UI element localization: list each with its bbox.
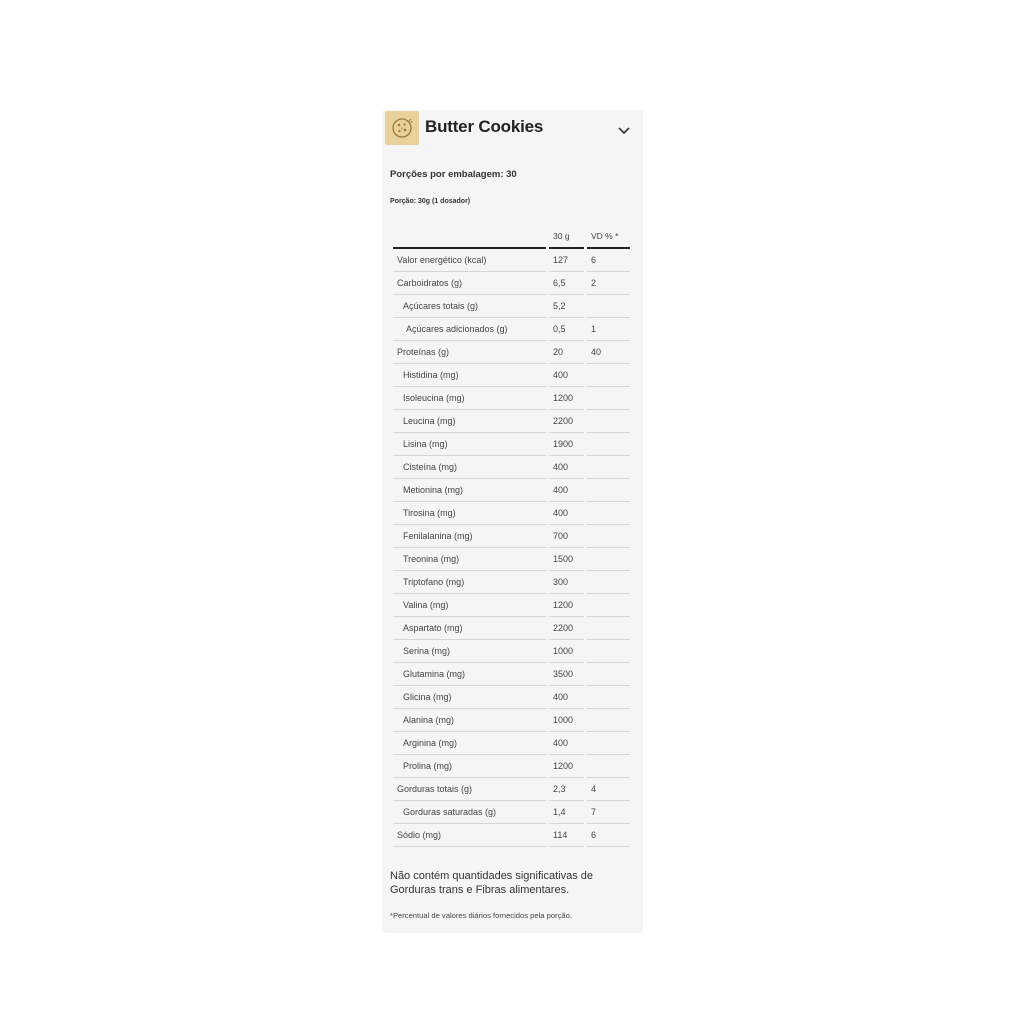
table-row [393,709,630,732]
nutrient-name: Leucina (mg) [393,410,546,433]
nutrient-daily-value [587,617,630,640]
nutrient-amount: 2,3 [549,778,584,801]
nutrient-daily-value [587,364,630,387]
nutrient-name: Serina (mg) [393,640,546,663]
nutrient-name: Glutamina (mg) [393,663,546,686]
nutrient-daily-value [587,410,630,433]
table-row [393,249,630,272]
nutrient-daily-value [587,571,630,594]
nutrient-name: Arginina (mg) [393,732,546,755]
nutrient-daily-value [587,433,630,456]
nutrient-name: Valor energético (kcal) [393,249,546,272]
nutrient-name: Carboidratos (g) [393,272,546,295]
table-row [393,663,630,686]
nutrient-name: Gorduras saturadas (g) [393,801,546,824]
nutrient-name: Metionina (mg) [393,479,546,502]
nutrient-daily-value [587,295,630,318]
nutrient-amount: 1200 [549,755,584,778]
table-header-row [393,224,630,249]
nutrient-daily-value [587,663,630,686]
table-row [393,295,630,318]
table-row [393,617,630,640]
nutrient-name: Açúcares totais (g) [393,295,546,318]
nutrient-daily-value [587,594,630,617]
nutrient-amount: 127 [549,249,584,272]
chevron-down-icon[interactable] [617,123,631,133]
nutrient-name: Glicina (mg) [393,686,546,709]
nutrient-amount: 5,2 [549,295,584,318]
table-row [393,594,630,617]
nutrient-amount: 114 [549,824,584,847]
table-row [393,548,630,571]
nutrition-panel [382,110,643,933]
table-row [393,732,630,755]
nutrient-amount: 1000 [549,640,584,663]
nutrient-daily-value [587,686,630,709]
nutrient-daily-value: 6 [587,249,630,272]
header-amount: 30 g [549,224,584,249]
nutrient-name: Isoleucina (mg) [393,387,546,410]
nutrition-table [390,224,633,847]
nutrient-daily-value: 7 [587,801,630,824]
nutrient-daily-value [587,732,630,755]
table-row [393,479,630,502]
nutrient-amount: 400 [549,686,584,709]
table-row [393,571,630,594]
table-row [393,318,630,341]
nutrient-amount: 400 [549,364,584,387]
nutrient-name: Proteínas (g) [393,341,546,364]
table-row [393,410,630,433]
header-daily-value: VD % * [587,224,630,249]
nutrient-name: Prolina (mg) [393,755,546,778]
nutrient-daily-value: 1 [587,318,630,341]
nutrient-amount: 700 [549,525,584,548]
table-row [393,433,630,456]
table-row [393,341,630,364]
nutrient-amount: 2200 [549,410,584,433]
nutrient-amount: 1900 [549,433,584,456]
nutrient-name: Valina (mg) [393,594,546,617]
nutrient-amount: 20 [549,341,584,364]
nutrient-name: Alanina (mg) [393,709,546,732]
accordion-header[interactable] [384,110,641,146]
nutrient-name: Fenilalanina (mg) [393,525,546,548]
nutrient-name: Gorduras totais (g) [393,778,546,801]
nutrient-name: Histidina (mg) [393,364,546,387]
nutrient-name: Açúcares adicionados (g) [393,318,546,341]
table-row [393,755,630,778]
nutrient-daily-value [587,479,630,502]
nutrient-amount: 1000 [549,709,584,732]
nutrient-daily-value [587,525,630,548]
table-row [393,824,630,847]
nutrient-name: Tirosina (mg) [393,502,546,525]
nutrient-daily-value [587,755,630,778]
nutrient-amount: 6,5 [549,272,584,295]
nutrient-amount: 400 [549,479,584,502]
cookie-icon [385,111,419,145]
nutrient-amount: 3500 [549,663,584,686]
table-row [393,686,630,709]
nutrient-daily-value [587,548,630,571]
table-row [393,525,630,548]
nutrient-amount: 300 [549,571,584,594]
table-row [393,387,630,410]
table-row [393,801,630,824]
table-row [393,364,630,387]
nutrient-amount: 1200 [549,594,584,617]
nutrient-daily-value: 40 [587,341,630,364]
nutrient-daily-value: 2 [587,272,630,295]
nutrient-name: Aspartato (mg) [393,617,546,640]
nutrient-daily-value: 6 [587,824,630,847]
nutrient-amount: 1500 [549,548,584,571]
disclaimer-note: Não contém quantidades significativas de Gorduras trans e Fibras alimentares. [390,870,594,896]
nutrient-amount: 400 [549,502,584,525]
nutrient-daily-value: 4 [587,778,630,801]
nutrient-name: Sódio (mg) [393,824,546,847]
nutrient-amount: 0,5 [549,318,584,341]
header-nutrient [393,224,546,249]
table-row [393,502,630,525]
table-row [393,272,630,295]
table-row [393,778,630,801]
portion-size: Porção: 30g (1 dosador) [390,198,471,205]
nutrient-daily-value [587,709,630,732]
daily-value-footnote: *Percentual de valores diários fornecidos pela porção. [390,911,572,920]
servings-per-package: Porções por embalagem: 30 [390,169,517,180]
nutrient-amount: 1,4 [549,801,584,824]
nutrient-amount: 1200 [549,387,584,410]
nutrient-name: Cisteína (mg) [393,456,546,479]
nutrient-daily-value [587,456,630,479]
table-row [393,640,630,663]
nutrient-name: Triptofano (mg) [393,571,546,594]
nutrient-amount: 400 [549,732,584,755]
nutrient-amount: 400 [549,456,584,479]
nutrient-name: Treonina (mg) [393,548,546,571]
nutrient-name: Lisina (mg) [393,433,546,456]
product-title: Butter Cookies [425,117,544,136]
nutrient-daily-value [587,640,630,663]
nutrient-daily-value [587,387,630,410]
nutrient-daily-value [587,502,630,525]
nutrient-amount: 2200 [549,617,584,640]
table-row [393,456,630,479]
